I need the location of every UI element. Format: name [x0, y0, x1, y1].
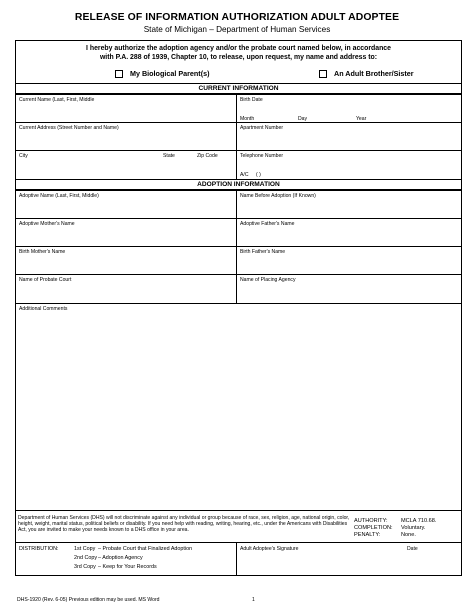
authorization-box — [15, 40, 462, 84]
day-label: Day — [298, 116, 308, 122]
adoptive-name-label: Adoptive Name (Last, First, Middle) — [19, 193, 99, 199]
probate-court-field[interactable] — [15, 274, 237, 304]
adoptive-mother-label: Adoptive Mother's Name — [19, 221, 75, 227]
distribution-copy-2: 2nd Copy — [74, 555, 98, 561]
distribution-label: DISTRIBUTION: — [19, 546, 59, 552]
current-address-label: Current Address (Street Number and Name) — [19, 125, 119, 131]
city-state-zip-field[interactable] — [15, 150, 237, 180]
distribution-copy-3: 3rd Copy — [74, 564, 96, 570]
additional-comments-label: Additional Comments — [19, 306, 68, 312]
penalty-label: PENALTY: — [354, 532, 381, 538]
adoptive-father-label: Adoptive Father's Name — [240, 221, 295, 227]
distribution-copy-1: 1st Copy — [74, 546, 96, 552]
additional-comments-field[interactable] — [15, 303, 462, 511]
current-name-label: Current Name (Last, First, Middle — [19, 97, 95, 103]
adoptive-father-field[interactable] — [236, 218, 462, 247]
agency-subtitle: State of Michigan – Department of Human Services — [143, 25, 331, 34]
birth-date-field[interactable] — [236, 94, 462, 123]
authorization-line-1: I hereby authorize the adoption agency and/or the probate court named below, in accordance — [86, 45, 391, 52]
distribution-dest-1: – Probate Court that Finalized Adoption — [98, 546, 193, 552]
signature-date-label: Date — [407, 546, 418, 552]
completion-value: Voluntary. — [401, 525, 426, 531]
name-before-adoption-label: Name Before Adoption (If Known) — [240, 193, 316, 199]
birth-mother-field[interactable] — [15, 246, 237, 275]
zip-code-label: Zip Code — [197, 153, 218, 159]
birth-date-label: Birth Date — [240, 97, 263, 103]
penalty-value: None. — [401, 532, 416, 538]
adult-sibling-label: An Adult Brother/Sister — [334, 69, 414, 78]
form-number: DHS-1920 (Rev. 6-05) Previous edition may be used. MS Word — [17, 597, 160, 603]
current-address-field[interactable] — [15, 122, 237, 151]
completion-label: COMPLETION: — [354, 525, 393, 531]
authorization-statement — [16, 44, 461, 62]
distribution-box — [15, 542, 237, 576]
state-label: State — [163, 153, 175, 159]
authorization-line-2: with P.A. 288 of 1939, Chapter 10, to release, upon request, my name and address to: — [99, 54, 378, 62]
birth-father-label: Birth Father's Name — [240, 249, 286, 255]
birth-mother-label: Birth Mother's Name — [19, 249, 66, 255]
probate-court-label: Name of Probate Court — [19, 277, 72, 283]
area-code-parens: ( ) — [256, 172, 261, 178]
current-information-heading: CURRENT INFORMATION — [15, 84, 462, 94]
telephone-number-field[interactable] — [236, 150, 462, 180]
signature-field[interactable] — [236, 542, 462, 576]
name-before-adoption-field[interactable] — [236, 190, 462, 219]
form-title: RELEASE OF INFORMATION AUTHORIZATION ADULT ADOPTEE — [74, 12, 400, 23]
placing-agency-field[interactable] — [236, 274, 462, 304]
city-label: City — [19, 153, 28, 159]
adoptive-name-field[interactable] — [15, 190, 237, 219]
placing-agency-label: Name of Placing Agency — [240, 277, 296, 283]
biological-parents-label: My Biological Parent(s) — [130, 69, 210, 78]
apartment-number-field[interactable] — [236, 122, 462, 151]
biological-parents-checkbox[interactable] — [115, 70, 123, 78]
authority-value: MCLA 710.68. — [401, 518, 437, 524]
distribution-dest-3: – Keep for Your Records — [98, 564, 157, 570]
distribution-dest-2: – Adoption Agency — [98, 555, 143, 561]
page-number: 1 — [252, 597, 255, 603]
birth-father-field[interactable] — [236, 246, 462, 275]
non-discrimination-notice: Department of Human Services (DHS) will not discriminate against any individual or group because of race, sex, religion, age, national origin, color, height, weight, marital status, political beliefs or disability. If you need help with reading, writing, hearing, etc., under the Americans with Disabilities Act, you are invited to make your needs known to a DHS office in your area. — [18, 515, 350, 534]
telephone-number-label: Telephone Number — [240, 153, 284, 159]
authority-label: AUTHORITY: — [354, 518, 388, 524]
adult-sibling-checkbox[interactable] — [319, 70, 327, 78]
area-code-label: A/C — [240, 172, 249, 178]
current-name-field[interactable] — [15, 94, 237, 123]
adoption-information-heading: ADOPTION INFORMATION — [15, 180, 462, 190]
adoptive-mother-field[interactable] — [15, 218, 237, 247]
year-label: Year — [356, 116, 367, 122]
month-label: Month — [240, 116, 255, 122]
apartment-number-label: Apartment Number — [240, 125, 284, 131]
signature-label: Adult Adoptee's Signature — [240, 546, 299, 552]
